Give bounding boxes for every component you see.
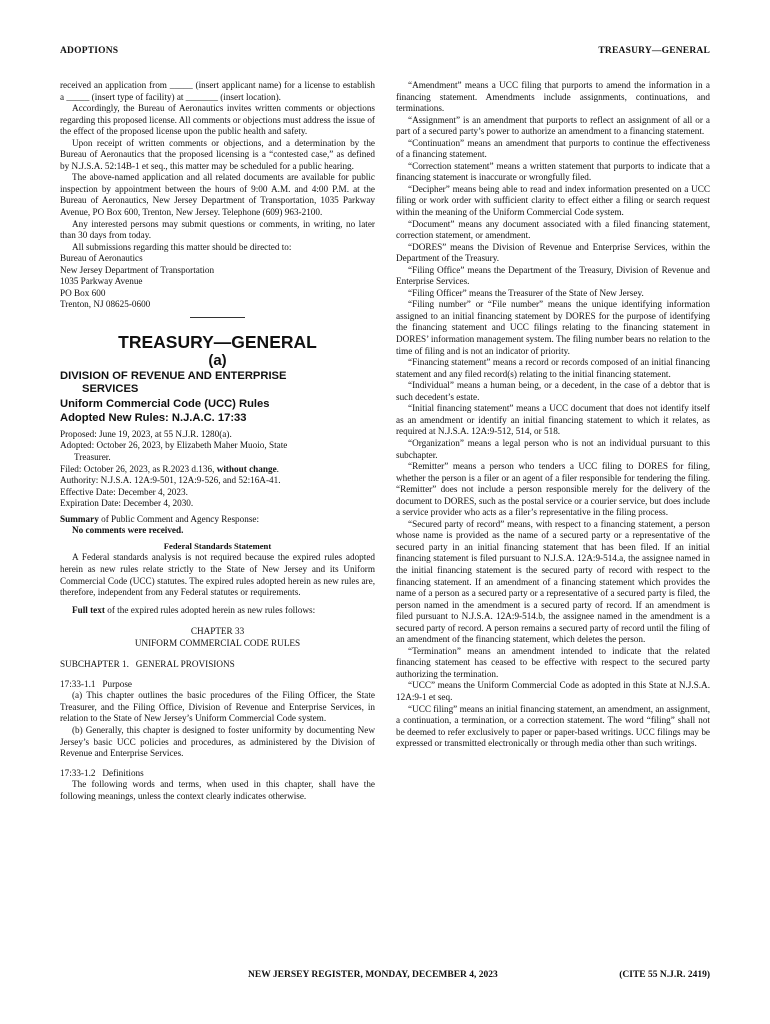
chapter-number: CHAPTER 33 (190, 626, 245, 637)
proposed-date: Proposed: June 19, 2023, at 55 N.J.R. 1280(a). (60, 428, 232, 439)
paragraph: Any interested persons may submit questions or comments, in writing, no later than 30 days from today. (60, 218, 375, 241)
definition: “Amendment” means a UCC filing that purports to amend the information in a financing statement. Amendments include assignments, continuations, and terminations. (396, 80, 710, 114)
paragraph: Upon receipt of written comments or objections, and a determination by the Bureau of Aeronautics that the proposed licensing is a “contested case,” as defined by N.J.S.A. 52:14B-1 et seq., this matter may be scheduled for a public hearing. (60, 137, 375, 171)
definition: “Assignment” is an amendment that purports to reflect an assignment of all or a part of a secured party’s power to authorize an amendment to a financing statement. (396, 114, 710, 137)
address-line: PO Box 600 (60, 287, 106, 298)
paragraph: Accordingly, the Bureau of Aeronautics invites written comments or objections regarding this proposed license. All comments or objections must address the issue of the effect of the proposed license upon the public health and safety. (60, 103, 375, 137)
division-heading: DIVISION OF REVENUE AND ENTERPRISE SERVICES (60, 369, 287, 396)
authority: Authority: N.J.S.A. 12A:9-501, 12A:9-526, and 52:16A-41. (60, 475, 281, 486)
summary-heading: Summary of Public Comment and Agency Response: (60, 513, 260, 524)
definition: “Filing Office” means the Department of the Treasury, Division of Revenue and Enterprise Services. (396, 264, 710, 287)
no-comments-note: No comments were received. (72, 525, 184, 536)
definition: “UCC” means the Uniform Commercial Code as adopted in this State at N.J.S.A. 12A:9-1 et seq. (396, 680, 710, 702)
paragraph: The following words and terms, when used in this chapter, shall have the following meanings, unless the context clearly indicates otherwise. (60, 779, 375, 801)
definition: “Correction statement” means a written statement that purports to indicate that a financing statement is inaccurate or wrongfully filed. (396, 160, 710, 183)
section-title: TREASURY—GENERAL (118, 331, 317, 352)
definition: “Document” means any document associated with a filed financing statement, correction statement, or amendment. (396, 218, 710, 241)
effective-date: Effective Date: December 4, 2023. (60, 486, 188, 497)
definition: “Organization” means a legal person who is not an individual pursuant to this subchapter. (396, 437, 710, 460)
header-section-label: ADOPTIONS (60, 46, 119, 56)
address-line: Bureau of Aeronautics (60, 253, 143, 264)
definition: “Continuation” means an amendment that purports to continue the effectiveness of a financing statement. (396, 137, 710, 160)
address-line: New Jersey Department of Transportation (60, 264, 215, 275)
definition: “Financing statement” means a record or records composed of an initial financing statement and any filed record(s) relating to the initial financing statement. (396, 357, 710, 379)
paragraph: All submissions regarding this matter should be directed to: (72, 241, 292, 252)
definition: “Filing number” or “File number” means the unique identifying information assigned to an initial financing statement by DORES for the purpose of identifying the financing statement and UCC filings relating to the financing statement in DORES’ information management system. The filing number bears no relation to the time of filing and is not an indicator of priority. (396, 299, 710, 356)
citation: (CITE 55 N.J.R. 2419) (619, 970, 710, 980)
definition: “Individual” means a human being, or a decedent, in the case of a debtor that is such decedent’s estate. (396, 380, 710, 402)
address-line: Trenton, NJ 08625-0600 (60, 299, 151, 310)
expiration-date: Expiration Date: December 4, 2030. (60, 498, 194, 509)
address-line: 1035 Parkway Avenue (60, 276, 143, 287)
full-text-intro: Full text of the expired rules adopted herein as new rules follows: (72, 604, 316, 615)
filed-info: Filed: October 26, 2023, as R.2023 d.136, without change. (60, 463, 279, 474)
definition: “UCC filing” means an initial financing statement, an amendment, an assignment, a continuation, a termination, or a correction statement. The word “filing” shall not be deemed to refer exclusively to paper or paper-based writings. UCC filings may be expressed or transmitted electronically or through media other than such writings. (396, 703, 710, 749)
section-heading-purpose: 17:33-1.1 Purpose (60, 678, 132, 689)
right-column (396, 80, 710, 750)
section-divider (190, 317, 245, 318)
adoption-heading: Adopted New Rules: N.J.A.C. 17:33 (60, 411, 247, 424)
paragraph: (b) Generally, this chapter is designed to foster uniformity by documenting New Jersey’s basic UCC policies and procedures, as administered by the Division of Revenue and Enterprise Services. (60, 724, 375, 759)
definition: “Decipher” means being able to read and index information presented on a UCC filing or work order with sufficient clarity to effect either a filing or search request within the meaning of the Uniform Commercial Code system. (396, 183, 710, 218)
page-footer (60, 970, 710, 984)
running-header (60, 46, 710, 60)
publication-date: NEW JERSEY REGISTER, MONDAY, DECEMBER 4, 2023 (248, 970, 498, 980)
section-heading-definitions: 17:33-1.2 Definitions (60, 767, 144, 778)
chapter-title: UNIFORM COMMERCIAL CODE RULES (134, 637, 301, 648)
definition: “Filing Officer” means the Treasurer of the State of New Jersey. (408, 287, 644, 298)
subject-heading: Uniform Commercial Code (UCC) Rules (60, 397, 270, 410)
left-column (60, 80, 375, 802)
section-letter: (a) (208, 351, 227, 369)
definition: “Initial financing statement” means a UCC document that does not identify itself as an amendment or identify an initial financing statement to which it relates, as required at N.J.S.A. 12A:9-512, 514, or 518. (396, 403, 710, 437)
federal-standards-text: A Federal standards analysis is not required because the expired rules adopted herein as new rules relate strictly to the State of New Jersey and its Uniform Commercial Code (UCC) statutes. The expired rules adopted herein as new rules are, therefore, independent from any Federal statutes or requirements. (60, 552, 375, 598)
definition: “DORES” means the Division of Revenue and Enterprise Services, within the Department of the Treasury. (396, 241, 710, 264)
subchapter-heading: SUBCHAPTER 1. GENERAL PROVISIONS (60, 659, 235, 670)
adopted-date: Adopted: October 26, 2023, by Elizabeth Maher Muoio, State Treasurer. (60, 440, 288, 463)
definition: “Remitter” means a person who tenders a UCC filing to DORES for filing, whether the person is a filer or an agent of a filer responsible for tendering the filing. “Remitter” does not include a person responsible merely for the delivery of the document to DORES, such as the postal service or a courier service, but does include a service provider who acts as a filer’s representative in the filing process. (396, 461, 710, 518)
paragraph: received an application from _____ (insert applicant name) for a license to establish a _____ (insert type of facility) at _______ (insert location). (60, 80, 375, 102)
paragraph: (a) This chapter outlines the basic procedures of the Filing Officer, the State Treasurer, and the Filing Office, Division of Revenue and Enterprise Services, in relation to the State of New Jersey’s Uniform Commercial Code system. (60, 690, 375, 724)
paragraph: The above-named application and all related documents are available for public inspection by appointment between the hours of 9:00 A.M. and 4:00 P.M. at the Bureau of Aeronautics, New Jersey Department of Transportation, 1035 Parkway Avenue, PO Box 600, Trenton, New Jersey. Telephone (609) 963-2100. (60, 172, 375, 218)
header-agency-label: TREASURY—GENERAL (598, 46, 710, 56)
mailing-address (60, 253, 375, 311)
federal-standards-heading: Federal Standards Statement (163, 540, 272, 551)
definition: “Termination” means an amendment intended to indicate that the related financing statement has ceased to be effective with respect to the secured party authorizing the termination. (396, 645, 710, 679)
definition: “Secured party of record” means, with respect to a financing statement, a person whose name is provided as the name of a secured party or a representative of the secured party in an initial financing statement that has been filed. If an initial financing statement is filed pursuant to N.J.S.A. 12A:9-514.a, the assignee named in the initial financing statement is the secured party of record with respect to the financing statement. If an amendment of a financing statement which provides the name of a person as a secured party or a representative of a secured party is filed, the person named in the amendment is a secured party of record. If an amendment is filed pursuant to N.J.S.A. 12A:9-514.b, the assignee named in the amendment is a secured party of record. A person remains a secured party of record until the filing of an amendment of the financing statement, which deletes the person. (396, 518, 710, 645)
